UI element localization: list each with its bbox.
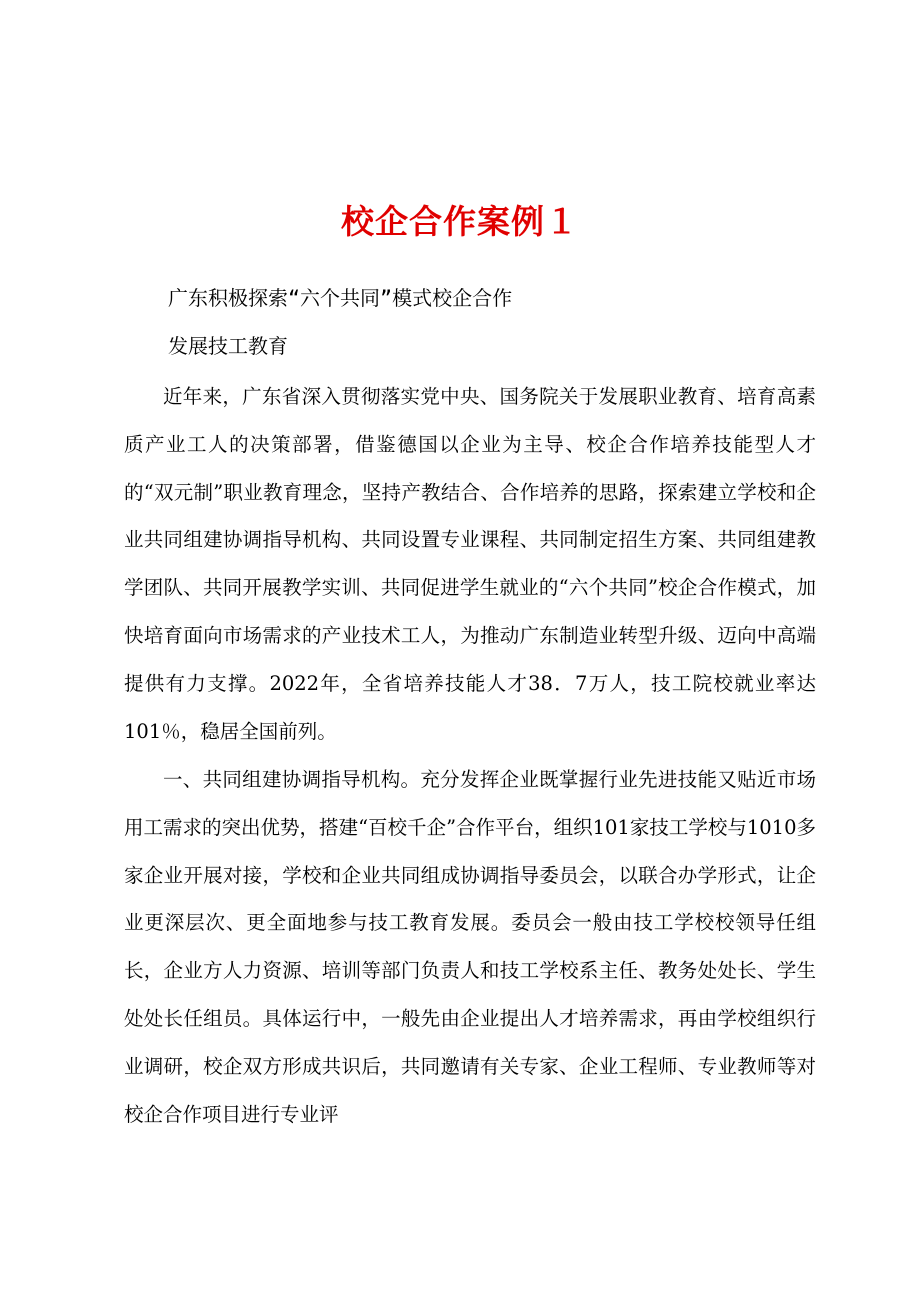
paragraph-intro: 近年来，广东省深入贯彻落实党中央、国务院关于发展职业教育、培育高素质产业工人的决策部署，借鉴德国以企业为主导、校企合作培养技能型人才的“双元制”职业教育理念，坚持产教结合、合作培养的思路，探索建立学校和企业共同组建协调指导机构、共同设置专业课程、共同制定招生方案、共同组建教学团队、共同开展教学实训、共同促进学生就业的“六个共同”校企合作模式，加快培育面向市场需求的产业技术工人，为推动广东制造业转型升级、迈向中高端提供有力支撑。2022年，全省培养技能人才38．7万人，技工院校就业率达101％，稳居全国前列。 <box>124 385 816 743</box>
paragraph-section-1: 一、共同组建协调指导机构。充分发挥企业既掌握行业先进技能又贴近市场用工需求的突出优势，搭建“百校千企”合作平台，组织101家技工学校与1010多家企业开展对接，学校和企业共同组成协调指导委员会，以联合办学形式，让企业更深层次、更全面地参与技工教育发展。委员会一般由技工学校校领导任组长，企业方人力资源、培训等部门负责人和技工学校系主任、教务处处长、学生处处长任组员。具体运行中，一般先由企业提出人才培养需求，再由学校组织行业调研，校企双方形成共识后，共同邀请有关专家、企业工程师、专业教师等对校企合作项目进行专业评 <box>124 768 816 1126</box>
document-title: 校企合作案例１ <box>341 202 579 241</box>
subtitle-line-2: 发展技工教育 <box>168 334 288 358</box>
subtitle-line-1: 广东积极探索“六个共同”模式校企合作 <box>168 286 513 310</box>
